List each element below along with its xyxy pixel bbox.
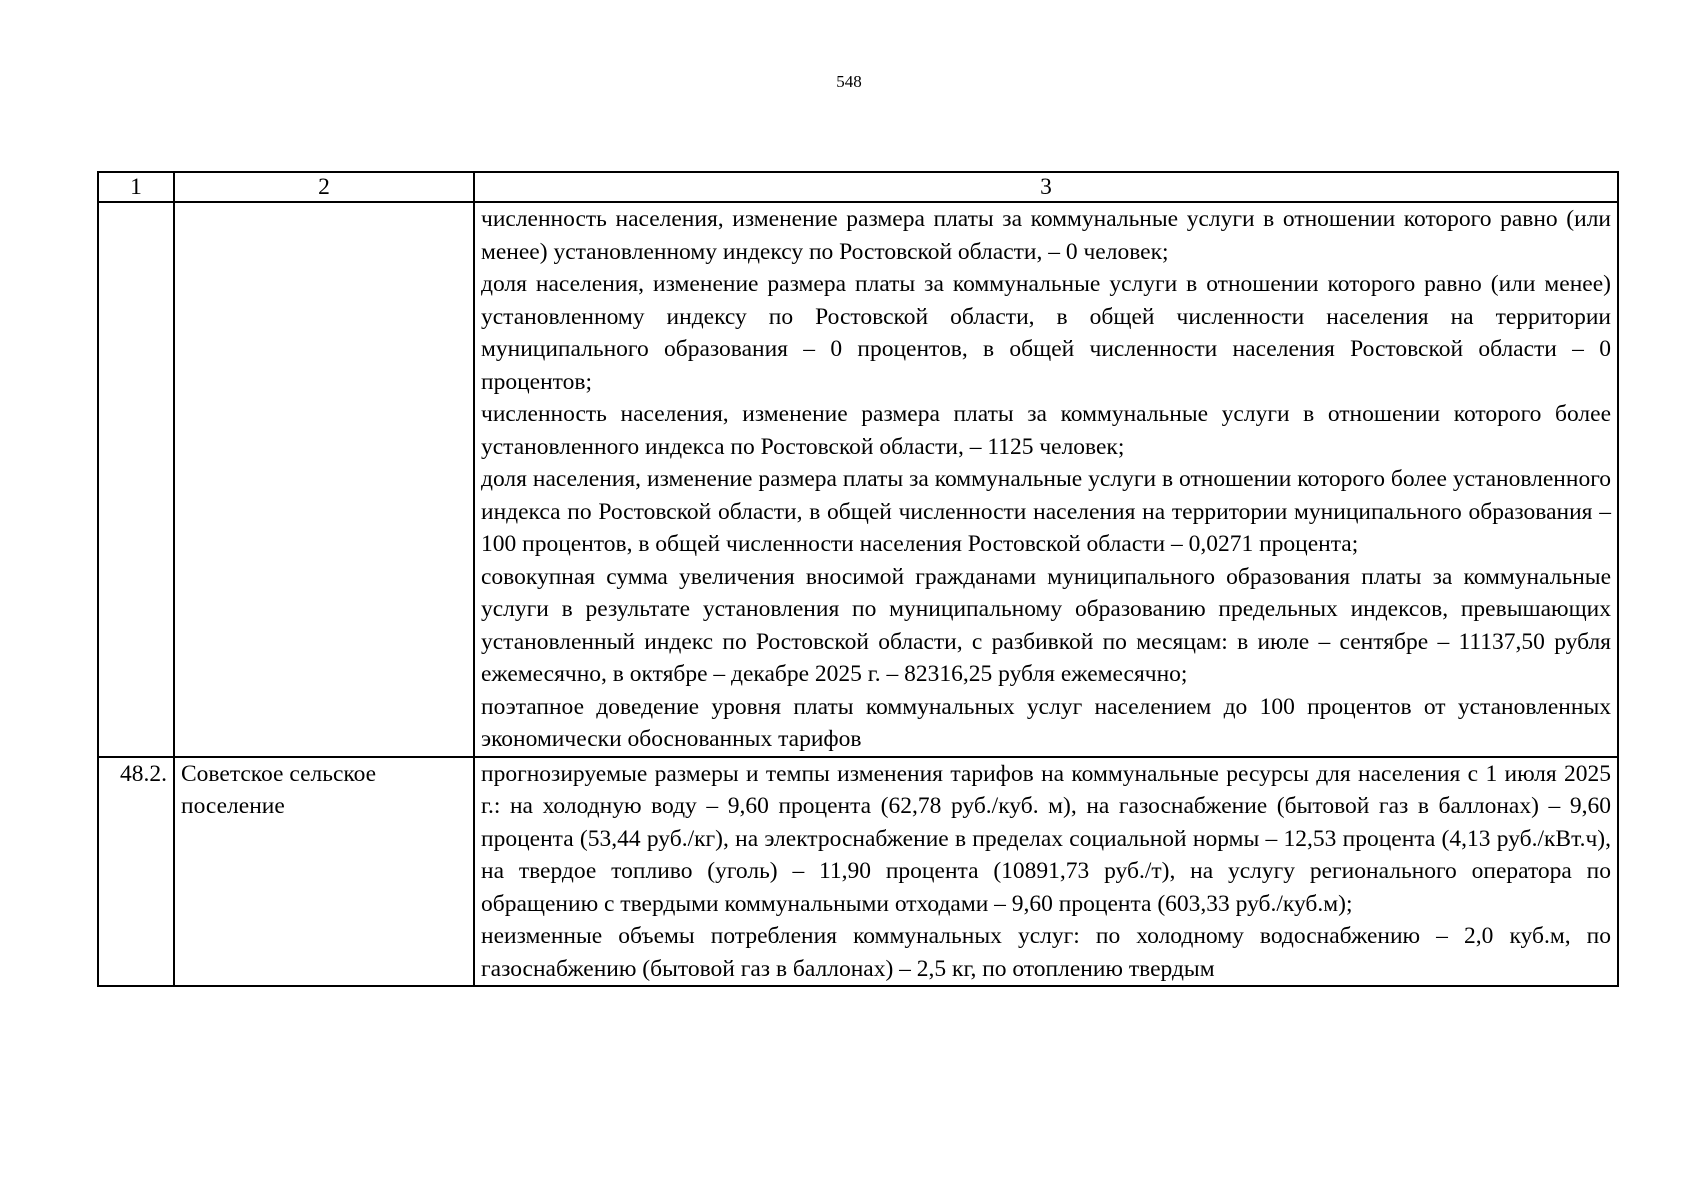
description-cell [474,202,1618,757]
paragraph: доля населения, изменение размера платы за коммунальные услуги в отношении которого более установленного индекса по Ростовской области, в общей численности населения на территории муниципального образования – 100 процентов, в общей численности населения Ростовской области – 0,0271 процента; [481,466,1611,557]
row-number-cell: 48.2. [98,757,174,987]
paragraph: совокупная сумма увеличения вносимой гражданами муниципального образования платы за коммунальные услуги в результате установления по муниципальному образованию предельных индексов, превышающих установленный индекс по Ростовской области, с разбивкой по месяцам: в июле – сентябре – 11137,50 рубля ежемесячно, в октябре – декабре 2025 г. – 82316,25 рубля ежемесячно; [481,563,1611,687]
table-row [98,757,1618,987]
page-number: 548 [836,72,862,91]
settlement-name-cell: Советское сельское поселение [174,757,474,987]
paragraph: численность населения, изменение размера платы за коммунальные услуги в отношении которого более установленного индекса по Ростовской области, – 1125 человек; [481,401,1611,460]
table-row [98,202,1618,757]
header-col-1: 1 [98,172,174,202]
paragraph: неизменные объемы потребления коммунальных услуг: по холодному водоснабжению – 2,0 куб.м, по газоснабжению (бытовой газ в баллонах) – 2,5 кг, по отоплению твердым [481,923,1611,982]
header-col-2: 2 [174,172,474,202]
settlement-name-cell [174,202,474,757]
table-header-row [98,172,1618,202]
paragraph: доля населения, изменение размера платы за коммунальные услуги в отношении которого равно (или менее) установленному индексу по Ростовской области, в общей численности населения на территории муниципального образования – 0 процентов, в общей численности населения Ростовской области – 0 процентов; [481,271,1611,395]
row-number-cell [98,202,174,757]
paragraph: поэтапное доведение уровня платы коммунальных услуг населением до 100 процентов от установленных экономически обоснованных тарифов [481,693,1611,752]
document-table [97,171,1619,987]
header-col-3: 3 [474,172,1618,202]
description-cell [474,757,1618,987]
paragraph: численность населения, изменение размера платы за коммунальные услуги в отношении которого равно (или менее) установленному индексу по Ростовской области, – 0 человек; [481,206,1611,265]
paragraph: прогнозируемые размеры и темпы изменения тарифов на коммунальные ресурсы для населения с 1 июля 2025 г.: на холодную воду – 9,60 процента (62,78 руб./куб. м), на газоснабжение (бытовой газ в баллонах) – 9,60 процента (53,44 руб./кг), на электроснабжение в пределах социальной нормы – 12,53 процента (4,13 руб./кВт.ч), на твердое топливо (уголь) – 11,90 процента (10891,73 руб./т), на услугу регионального оператора по обращению с твердыми коммунальными отходами – 9,60 процента (603,33 руб./куб.м); [481,760,1611,917]
